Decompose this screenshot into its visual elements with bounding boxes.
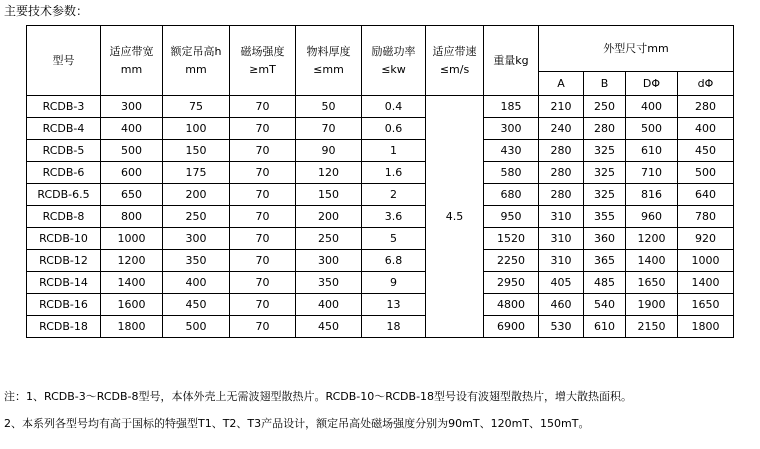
cell-thickness: 450 <box>296 316 362 338</box>
col-header-label: 励磁功率 <box>371 44 416 58</box>
table-row <box>27 206 734 228</box>
cell-field-strength: 70 <box>230 140 296 162</box>
cell-power: 18 <box>362 316 426 338</box>
cell-dim-a: 405 <box>539 272 584 294</box>
cell-power: 3.6 <box>362 206 426 228</box>
col-header-unit: ≤mm <box>313 62 344 76</box>
cell-model: RCDB-14 <box>27 272 101 294</box>
col-header-lift-height <box>163 26 230 96</box>
cell-dim-inner-diameter: 640 <box>678 184 734 206</box>
cell-thickness: 400 <box>296 294 362 316</box>
cell-dim-a: 530 <box>539 316 584 338</box>
cell-weight: 185 <box>484 96 539 118</box>
cell-dim-b: 540 <box>584 294 626 316</box>
col-header-a: A <box>539 72 584 96</box>
cell-belt-width: 1200 <box>101 250 163 272</box>
col-header-unit: ≥mT <box>249 62 276 76</box>
cell-dim-b: 485 <box>584 272 626 294</box>
cell-field-strength: 70 <box>230 96 296 118</box>
cell-lift-height: 450 <box>163 294 230 316</box>
cell-model: RCDB-8 <box>27 206 101 228</box>
table-row <box>27 118 734 140</box>
cell-lift-height: 150 <box>163 140 230 162</box>
cell-lift-height: 250 <box>163 206 230 228</box>
cell-dim-inner-diameter: 400 <box>678 118 734 140</box>
cell-dim-outer-diameter: 710 <box>626 162 678 184</box>
cell-dim-inner-diameter: 1000 <box>678 250 734 272</box>
cell-dim-outer-diameter: 1650 <box>626 272 678 294</box>
col-header-thickness <box>296 26 362 96</box>
cell-field-strength: 70 <box>230 228 296 250</box>
cell-belt-width: 400 <box>101 118 163 140</box>
cell-model: RCDB-6.5 <box>27 184 101 206</box>
cell-dim-outer-diameter: 960 <box>626 206 678 228</box>
cell-lift-height: 200 <box>163 184 230 206</box>
cell-dim-inner-diameter: 1650 <box>678 294 734 316</box>
cell-field-strength: 70 <box>230 184 296 206</box>
cell-power: 5 <box>362 228 426 250</box>
cell-dim-b: 325 <box>584 162 626 184</box>
cell-dim-inner-diameter: 500 <box>678 162 734 184</box>
col-header-label: 额定吊高h <box>170 44 222 58</box>
cell-belt-width: 300 <box>101 96 163 118</box>
table-row <box>27 140 734 162</box>
cell-weight: 430 <box>484 140 539 162</box>
col-header-belt-width <box>101 26 163 96</box>
cell-dim-outer-diameter: 816 <box>626 184 678 206</box>
cell-weight: 2250 <box>484 250 539 272</box>
cell-model: RCDB-4 <box>27 118 101 140</box>
cell-thickness: 150 <box>296 184 362 206</box>
cell-thickness: 350 <box>296 272 362 294</box>
cell-thickness: 250 <box>296 228 362 250</box>
cell-weight: 680 <box>484 184 539 206</box>
cell-lift-height: 100 <box>163 118 230 140</box>
cell-dim-a: 310 <box>539 228 584 250</box>
cell-thickness: 50 <box>296 96 362 118</box>
cell-model: RCDB-18 <box>27 316 101 338</box>
cell-dim-inner-diameter: 1800 <box>678 316 734 338</box>
cell-field-strength: 70 <box>230 294 296 316</box>
cell-dim-outer-diameter: 500 <box>626 118 678 140</box>
cell-lift-height: 400 <box>163 272 230 294</box>
table-row <box>27 250 734 272</box>
cell-belt-width: 1000 <box>101 228 163 250</box>
table-row <box>27 272 734 294</box>
cell-dim-b: 365 <box>584 250 626 272</box>
cell-belt-width: 500 <box>101 140 163 162</box>
table-row <box>27 316 734 338</box>
cell-dim-outer-diameter: 1900 <box>626 294 678 316</box>
cell-power: 0.6 <box>362 118 426 140</box>
cell-belt-width: 1400 <box>101 272 163 294</box>
cell-dim-a: 240 <box>539 118 584 140</box>
cell-field-strength: 70 <box>230 272 296 294</box>
table-row <box>27 294 734 316</box>
cell-thickness: 200 <box>296 206 362 228</box>
col-header-outer-diameter: DΦ <box>626 72 678 96</box>
cell-dim-a: 280 <box>539 162 584 184</box>
cell-weight: 950 <box>484 206 539 228</box>
col-header-weight: 重量kg <box>484 26 539 96</box>
specs-table <box>26 25 734 338</box>
col-header-unit: ≤m/s <box>439 62 470 76</box>
cell-dim-a: 280 <box>539 140 584 162</box>
cell-model: RCDB-3 <box>27 96 101 118</box>
col-header-label: 适应带宽 <box>109 44 154 58</box>
cell-thickness: 70 <box>296 118 362 140</box>
cell-lift-height: 300 <box>163 228 230 250</box>
cell-power: 0.4 <box>362 96 426 118</box>
cell-dim-outer-diameter: 400 <box>626 96 678 118</box>
cell-dim-outer-diameter: 610 <box>626 140 678 162</box>
table-row <box>27 162 734 184</box>
cell-power: 1 <box>362 140 426 162</box>
cell-dim-inner-diameter: 920 <box>678 228 734 250</box>
cell-weight: 1520 <box>484 228 539 250</box>
cell-belt-width: 1600 <box>101 294 163 316</box>
col-header-unit: mm <box>120 62 143 76</box>
cell-dim-a: 210 <box>539 96 584 118</box>
cell-dim-b: 360 <box>584 228 626 250</box>
cell-model: RCDB-10 <box>27 228 101 250</box>
cell-dim-b: 610 <box>584 316 626 338</box>
cell-belt-speed: 4.5 <box>426 96 484 338</box>
cell-dim-a: 310 <box>539 250 584 272</box>
cell-lift-height: 500 <box>163 316 230 338</box>
col-header-unit: ≤kw <box>381 62 406 76</box>
cell-power: 13 <box>362 294 426 316</box>
cell-power: 2 <box>362 184 426 206</box>
col-header-unit: mm <box>185 62 207 76</box>
cell-dim-b: 250 <box>584 96 626 118</box>
cell-field-strength: 70 <box>230 118 296 140</box>
cell-field-strength: 70 <box>230 206 296 228</box>
col-header-power <box>362 26 426 96</box>
cell-power: 6.8 <box>362 250 426 272</box>
cell-belt-width: 1800 <box>101 316 163 338</box>
cell-weight: 580 <box>484 162 539 184</box>
cell-dim-inner-diameter: 780 <box>678 206 734 228</box>
cell-dim-outer-diameter: 1400 <box>626 250 678 272</box>
cell-dim-inner-diameter: 450 <box>678 140 734 162</box>
cell-power: 9 <box>362 272 426 294</box>
col-header-b: B <box>584 72 626 96</box>
cell-model: RCDB-6 <box>27 162 101 184</box>
cell-model: RCDB-12 <box>27 250 101 272</box>
cell-dim-inner-diameter: 1400 <box>678 272 734 294</box>
cell-thickness: 300 <box>296 250 362 272</box>
cell-belt-width: 600 <box>101 162 163 184</box>
col-header-dimensions: 外型尺寸mm <box>539 26 734 72</box>
col-header-belt-speed <box>426 26 484 96</box>
col-header-label: 物料厚度 <box>306 44 351 58</box>
cell-field-strength: 70 <box>230 316 296 338</box>
table-row <box>27 184 734 206</box>
col-header-field-strength <box>230 26 296 96</box>
cell-lift-height: 175 <box>163 162 230 184</box>
note-1: 注：1、RCDB-3～RCDB-8型号，本体外壳上无需波翅型散热片。RCDB-10～RCDB-18型号设有波翅型散热片，增大散热面积。 <box>4 390 633 403</box>
note-2: 2、本系列各型号均有高于国标的特强型T1、T2、T3产品设计，额定吊高处磁场强度分别为90mT、120mT、150mT。 <box>4 417 590 430</box>
cell-dim-b: 280 <box>584 118 626 140</box>
cell-weight: 300 <box>484 118 539 140</box>
cell-weight: 6900 <box>484 316 539 338</box>
cell-dim-outer-diameter: 2150 <box>626 316 678 338</box>
col-header-label: 适应带速 <box>432 44 477 58</box>
header-row <box>27 26 734 72</box>
cell-dim-a: 310 <box>539 206 584 228</box>
cell-thickness: 90 <box>296 140 362 162</box>
cell-dim-a: 280 <box>539 184 584 206</box>
cell-dim-b: 325 <box>584 140 626 162</box>
cell-lift-height: 350 <box>163 250 230 272</box>
table-row <box>27 96 734 118</box>
cell-dim-a: 460 <box>539 294 584 316</box>
table-row <box>27 228 734 250</box>
cell-belt-width: 800 <box>101 206 163 228</box>
col-header-model: 型号 <box>27 26 101 96</box>
cell-power: 1.6 <box>362 162 426 184</box>
col-header-inner-diameter: dΦ <box>678 72 734 96</box>
cell-dim-outer-diameter: 1200 <box>626 228 678 250</box>
cell-model: RCDB-16 <box>27 294 101 316</box>
cell-dim-b: 355 <box>584 206 626 228</box>
cell-field-strength: 70 <box>230 162 296 184</box>
cell-model: RCDB-5 <box>27 140 101 162</box>
cell-dim-inner-diameter: 280 <box>678 96 734 118</box>
cell-dim-b: 325 <box>584 184 626 206</box>
col-header-label: 磁场强度 <box>240 44 285 58</box>
cell-thickness: 120 <box>296 162 362 184</box>
section-title: 主要技术参数： <box>4 4 89 18</box>
cell-belt-width: 650 <box>101 184 163 206</box>
cell-weight: 4800 <box>484 294 539 316</box>
cell-lift-height: 75 <box>163 96 230 118</box>
cell-weight: 2950 <box>484 272 539 294</box>
cell-field-strength: 70 <box>230 250 296 272</box>
